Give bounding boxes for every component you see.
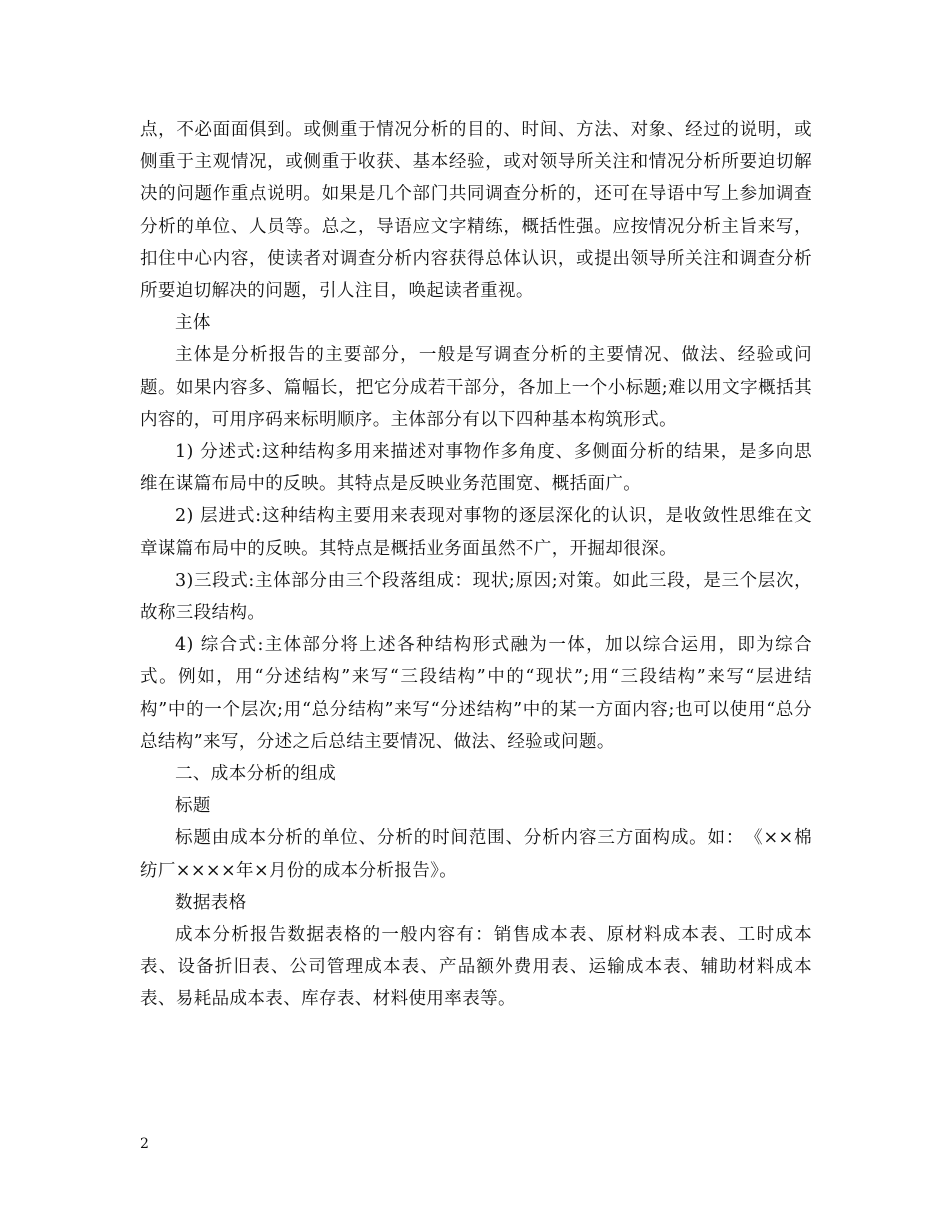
paragraph-data-tables: 成本分析报告数据表格的一般内容有：销售成本表、原材料成本表、工时成本表、设备折旧表、公司管理成本表、产品额外费用表、运输成本表、辅助材料成本表、易耗品成本表、库存表、材料使用率表等。: [140, 925, 812, 1010]
paragraph-structure-2: 2) 层进式:这种结构主要用来表现对事物的逐层深化的认识，是收敛性思维在文章谋篇布局中的反映。其特点是概括业务面虽然不广，开掘却很深。: [140, 506, 812, 559]
paragraph-title: 标题由成本分析的单位、分析的时间范围、分析内容三方面构成。如： 《××棉纺厂××××年×月份的成本分析报告》。: [140, 828, 812, 881]
document-body: [140, 114, 812, 1016]
paragraph-intro-continuation: 点，不必面面俱到。或侧重于情况分析的目的、时间、方法、对象、经过的说明，或侧重于主观情况，或侧重于收获、基本经验，或对领导所关注和情况分析所要迫切解决的问题作重点说明。如果是几个部门共同调查分析的，还可在导语中写上参加调查分析的单位、人员等。总之，导语应文字精练，概括性强。应按情况分析主旨来写，扣住中心内容，使读者对调查分析内容获得总体认识，或提出领导所关注和调查分析所要迫切解决的问题，引人注目，唤起读者重视。: [140, 120, 812, 302]
paragraph-main-body: 主体是分析报告的主要部分，一般是写调查分析的主要情况、做法、经验或问题。如果内容多、篇幅长，把它分成若干部分，各加上一个小标题;难以用文字概括其内容的，可用序码来标明顺序。主体部分有以下四种基本构筑形式。: [140, 345, 812, 430]
page-number: 2: [140, 1136, 149, 1152]
heading-cost-analysis: 二、成本分析的组成: [175, 764, 337, 785]
paragraph-structure-3: 3)三段式:主体部分由三个段落组成：现状;原因;对策。如此三段，是三个层次，故称三段结构。: [140, 570, 812, 624]
paragraph-structure-4: 4) 综合式:主体部分将上述各种结构形式融为一体，加以综合运用，即为综合式。例如，用“分述结构”来写“三段结构”中的“现状”;用“三段结构”来写“层进结构”中的一个层次;用“总分结构”来写“分述结构”中的某一方面内容;也可以使用“总分总结构”来写，分述之后总结主要情况、做法、经验或问题。: [140, 635, 812, 752]
paragraph-structure-1: 1) 分述式:这种结构多用来描述对事物作多角度、多侧面分析的结果，是多向思维在谋篇布局中的反映。其特点是反映业务范围宽、概括面广。: [140, 442, 812, 495]
heading-main-body: 主体: [175, 313, 211, 334]
heading-data-tables: 数据表格: [175, 892, 247, 913]
heading-title: 标题: [175, 796, 211, 817]
